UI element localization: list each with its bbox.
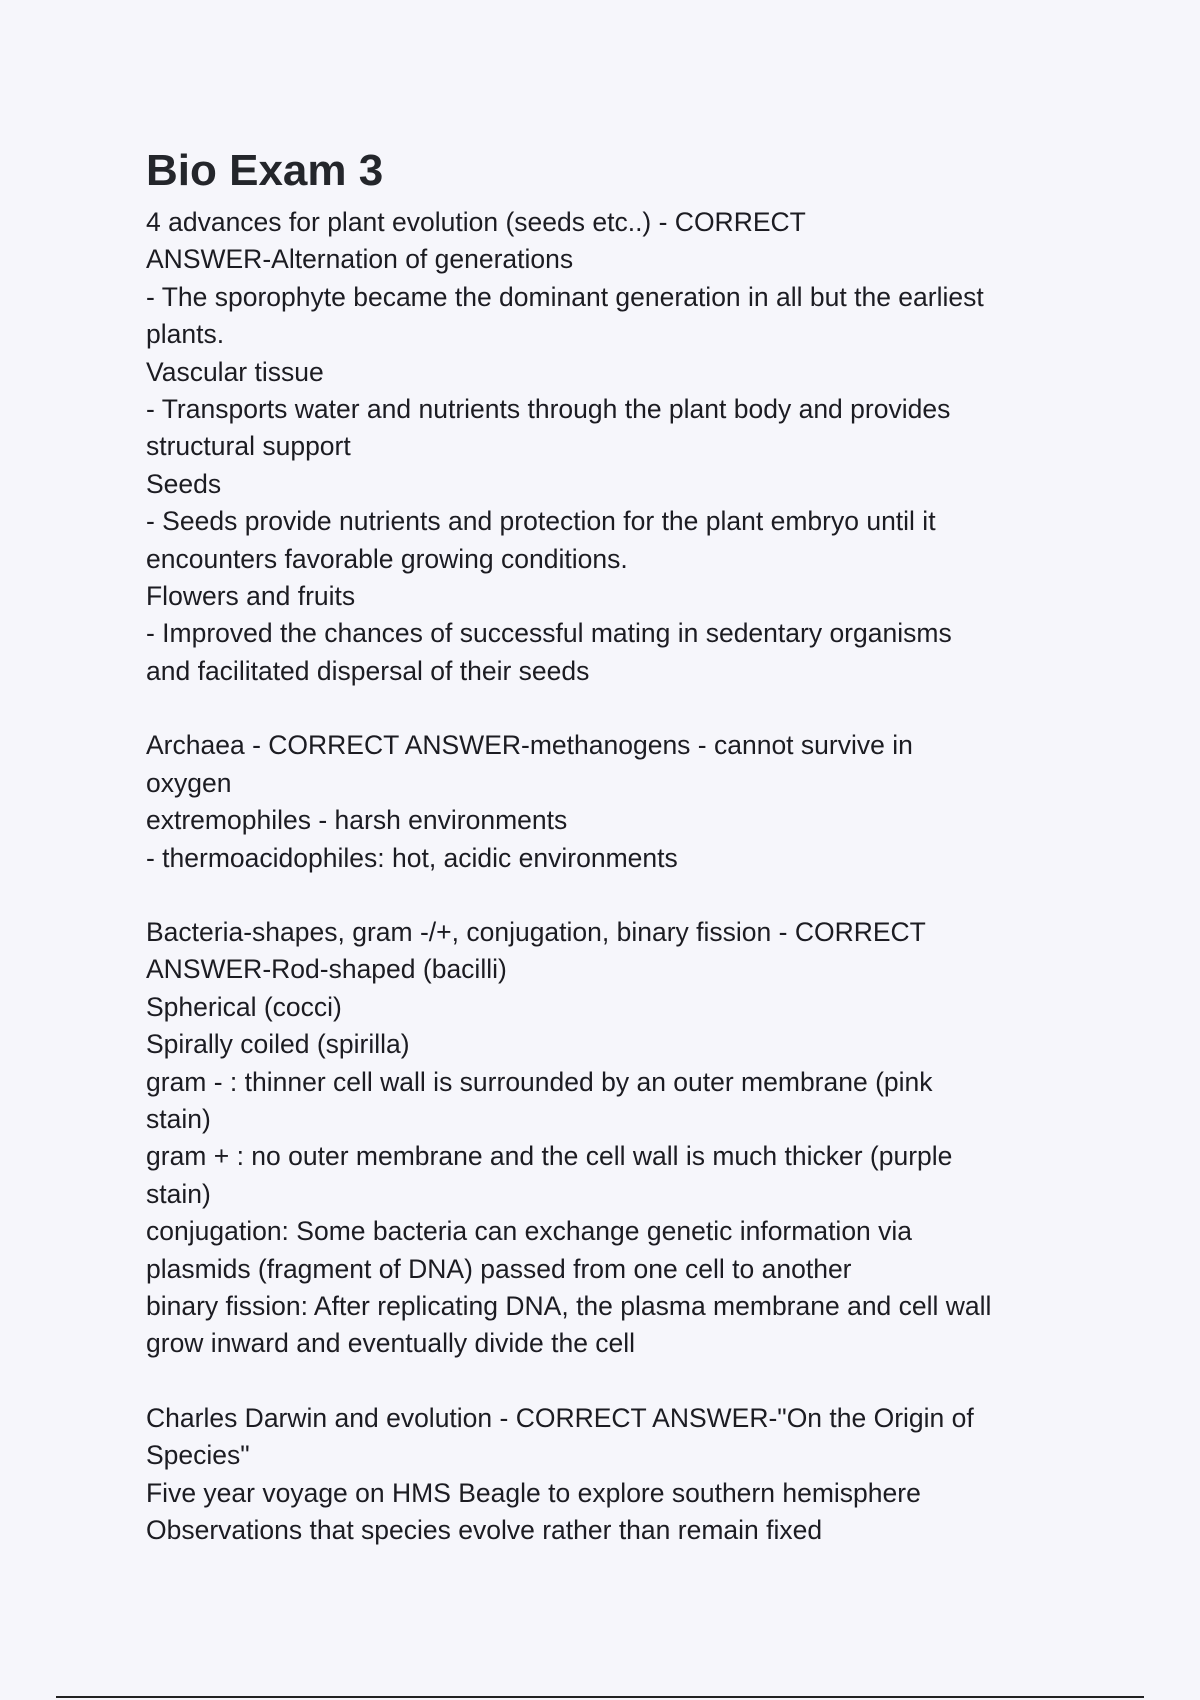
text-line: Species" [146, 1440, 250, 1471]
document-title: Bio Exam 3 [146, 146, 384, 195]
text-line: ANSWER-Alternation of generations [146, 244, 574, 275]
text-line: plasmids (fragment of DNA) passed from one cell to another [146, 1253, 852, 1284]
text-line: 4 advances for plant evolution (seeds etc..) - CORRECT [146, 207, 806, 237]
text-line: grow inward and eventually divide the cell [146, 1328, 636, 1359]
text-line: gram + : no outer membrane and the cell wall is much thicker (purple [146, 1141, 953, 1172]
text-line: structural support [146, 431, 351, 462]
text-line: plants. [146, 319, 225, 350]
text-line: - Transports water and nutrients through the plant body and provides [146, 394, 951, 425]
text-line: ANSWER-Rod-shaped (bacilli) [146, 954, 507, 985]
section-darwin [146, 1400, 1076, 1550]
text-line: Flowers and fruits [146, 581, 356, 612]
text-line: Five year voyage on HMS Beagle to explore southern hemisphere [146, 1477, 921, 1508]
text-line: binary fission: After replicating DNA, the plasma membrane and cell wall [146, 1290, 992, 1321]
text-line: Archaea - CORRECT ANSWER-methanogens - cannot survive in [146, 730, 913, 761]
text-line: - The sporophyte became the dominant generation in all but the earliest [146, 281, 984, 312]
text-line: Spherical (cocci) [146, 991, 342, 1022]
text-line: - Seeds provide nutrients and protection for the plant embryo until it [146, 506, 936, 537]
text-line: extremophiles - harsh environments [146, 805, 568, 836]
text-line: - Improved the chances of successful mating in sedentary organisms [146, 618, 952, 649]
section-bacteria [146, 914, 1076, 1363]
document-page [146, 140, 1076, 1586]
section-plant-evolution [146, 204, 1076, 690]
section-archaea [146, 727, 1076, 877]
text-line: Vascular tissue [146, 356, 324, 387]
text-line: oxygen [146, 767, 232, 798]
text-line: Bacteria-shapes, gram -/+, conjugation, binary fission - CORRECT [146, 916, 926, 947]
text-line: and facilitated dispersal of their seeds [146, 655, 590, 686]
text-line: - thermoacidophiles: hot, acidic environments [146, 842, 678, 873]
text-line: Charles Darwin and evolution - CORRECT ANSWER-"On the Origin of [146, 1402, 974, 1433]
page-bottom-divider [56, 1696, 1144, 1698]
text-line: encounters favorable growing conditions. [146, 543, 628, 574]
text-line: Spirally coiled (spirilla) [146, 1029, 410, 1060]
text-line: gram - : thinner cell wall is surrounded by an outer membrane (pink [146, 1066, 933, 1097]
text-line: stain) [146, 1103, 211, 1134]
text-line: Observations that species evolve rather than remain fixed [146, 1515, 823, 1545]
text-line: conjugation: Some bacteria can exchange genetic information via [146, 1216, 913, 1247]
text-line: stain) [146, 1178, 211, 1209]
text-line: Seeds [146, 468, 222, 499]
